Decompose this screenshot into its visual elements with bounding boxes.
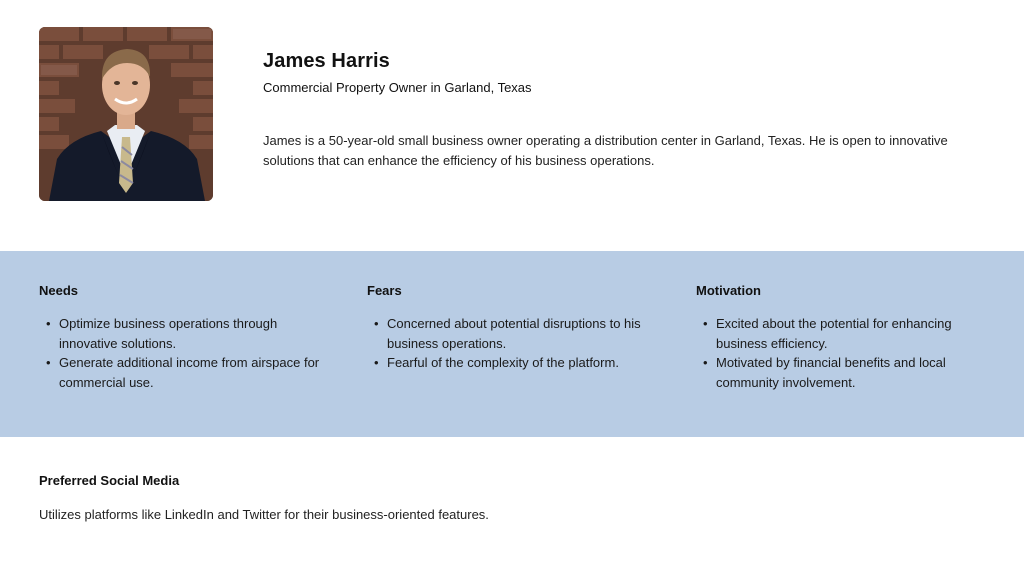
bullet-icon: • [374, 316, 379, 331]
persona-details-band [0, 251, 1024, 437]
needs-section [39, 283, 339, 392]
list-item [367, 353, 667, 373]
list-item [367, 314, 667, 353]
persona-photo [39, 27, 213, 201]
persona-name: James Harris [263, 50, 390, 72]
persona-bio: James is a 50-year-old small business owner operating a distribution center in Garland, Texas. He is open to innovative solutions that can enhance the efficiency of his business operations. [263, 133, 948, 168]
list-item-text: Concerned about potential disruptions to his business operations. [387, 316, 641, 351]
list-item [696, 353, 996, 392]
bullet-icon: • [703, 355, 708, 370]
motivation-section [696, 283, 996, 392]
fears-section [367, 283, 667, 373]
needs-heading: Needs [39, 283, 79, 298]
fears-list [367, 314, 667, 373]
persona-title: Commercial Property Owner in Garland, Texas [263, 80, 532, 95]
bullet-icon: • [46, 316, 51, 331]
list-item-text: Optimize business operations through innovative solutions. [59, 316, 278, 351]
fears-heading: Fears [367, 283, 402, 298]
bullet-icon: • [46, 355, 51, 370]
list-item-text: Fearful of the complexity of the platform. [387, 355, 619, 370]
needs-list [39, 314, 339, 392]
list-item-text: Excited about the potential for enhancing business efficiency. [716, 316, 952, 351]
bullet-icon: • [703, 316, 708, 331]
social-media-text: Utilizes platforms like LinkedIn and Twitter for their business-oriented features. [39, 507, 489, 522]
bullet-icon: • [374, 355, 379, 370]
list-item [39, 353, 339, 392]
motivation-list [696, 314, 996, 392]
list-item [696, 314, 996, 353]
motivation-heading: Motivation [696, 283, 761, 298]
social-media-heading: Preferred Social Media [39, 473, 180, 488]
list-item-text: Generate additional income from airspace for commercial use. [59, 355, 320, 390]
list-item [39, 314, 339, 353]
list-item-text: Motivated by financial benefits and local community involvement. [716, 355, 946, 390]
